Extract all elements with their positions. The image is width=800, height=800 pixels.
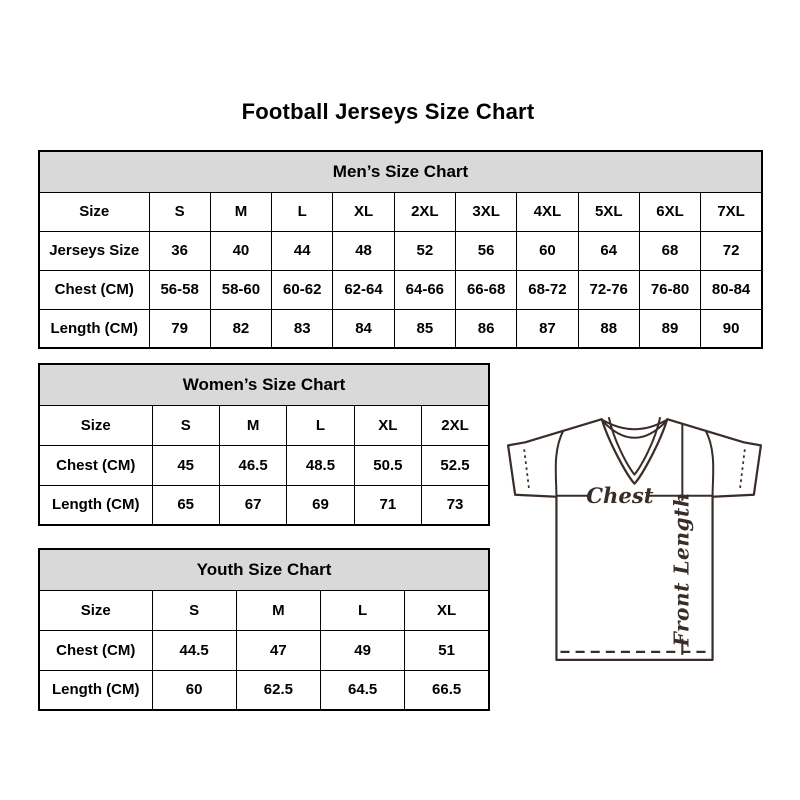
column-header-label: Size [39, 192, 149, 231]
size-value: 64-66 [394, 270, 455, 309]
size-value: 66.5 [405, 670, 489, 710]
size-column-header: 2XL [394, 192, 455, 231]
right-armhole-seam [706, 430, 714, 496]
size-value: 82 [210, 309, 271, 348]
size-value: 89 [639, 309, 700, 348]
size-value: 87 [517, 309, 578, 348]
size-value: 56 [455, 231, 516, 270]
size-column-header: 6XL [639, 192, 700, 231]
size-value: 60-62 [272, 270, 333, 309]
size-value: 64 [578, 231, 639, 270]
jersey-measurement-diagram [501, 396, 769, 672]
size-column-header: XL [333, 192, 394, 231]
size-value: 62-64 [333, 270, 394, 309]
size-value: 72-76 [578, 270, 639, 309]
column-header-label: Size [39, 405, 152, 445]
size-column-header: XL [405, 590, 489, 630]
left-armhole-seam [556, 430, 564, 496]
size-value: 88 [578, 309, 639, 348]
column-header-label: Size [39, 590, 152, 630]
size-value: 44 [272, 231, 333, 270]
size-column-header: XL [354, 405, 421, 445]
size-value: 84 [333, 309, 394, 348]
size-value: 79 [149, 309, 210, 348]
size-value: 80-84 [701, 270, 762, 309]
table-title: Women’s Size Chart [39, 364, 489, 405]
size-value: 52 [394, 231, 455, 270]
size-column-header: S [149, 192, 210, 231]
size-value: 47 [236, 630, 320, 670]
size-value: 85 [394, 309, 455, 348]
youth-size-table [38, 548, 490, 711]
size-value: 65 [152, 485, 219, 525]
size-value: 72 [701, 231, 762, 270]
chest-label: Chest [586, 482, 654, 508]
size-value: 50.5 [354, 445, 421, 485]
size-column-header: 4XL [517, 192, 578, 231]
size-value: 60 [152, 670, 236, 710]
size-value: 71 [354, 485, 421, 525]
size-value: 48 [333, 231, 394, 270]
row-header-label: Chest (CM) [39, 445, 152, 485]
right-cuff-dashed-line [740, 449, 745, 490]
size-value: 46.5 [219, 445, 286, 485]
size-value: 52.5 [422, 445, 489, 485]
size-column-header: 7XL [701, 192, 762, 231]
size-value: 90 [701, 309, 762, 348]
size-value: 51 [405, 630, 489, 670]
table-title: Youth Size Chart [39, 549, 489, 590]
jersey-outline [508, 419, 761, 660]
size-column-header: L [321, 590, 405, 630]
row-header-label: Length (CM) [39, 309, 149, 348]
row-header-label: Length (CM) [39, 485, 152, 525]
left-cuff-dashed-line [524, 449, 529, 490]
size-value: 60 [517, 231, 578, 270]
row-header-label: Length (CM) [39, 670, 152, 710]
size-column-header: 2XL [422, 405, 489, 445]
size-value: 86 [455, 309, 516, 348]
size-value: 58-60 [210, 270, 271, 309]
size-column-header: M [210, 192, 271, 231]
table-title: Men’s Size Chart [39, 151, 762, 192]
size-value: 69 [287, 485, 354, 525]
size-value: 44.5 [152, 630, 236, 670]
row-header-label: Chest (CM) [39, 630, 152, 670]
row-header-label: Chest (CM) [39, 270, 149, 309]
size-value: 66-68 [455, 270, 516, 309]
size-column-header: M [219, 405, 286, 445]
size-column-header: 3XL [455, 192, 516, 231]
size-value: 56-58 [149, 270, 210, 309]
size-column-header: 5XL [578, 192, 639, 231]
mens-size-table [38, 150, 763, 349]
size-column-header: S [152, 590, 236, 630]
size-value: 36 [149, 231, 210, 270]
size-value: 68 [639, 231, 700, 270]
womens-size-table [38, 363, 490, 526]
size-value: 68-72 [517, 270, 578, 309]
size-column-header: L [287, 405, 354, 445]
size-value: 40 [210, 231, 271, 270]
size-value: 62.5 [236, 670, 320, 710]
page-title: Football Jerseys Size Chart [241, 99, 535, 124]
front-length-label: Front Length [669, 491, 694, 647]
size-value: 67 [219, 485, 286, 525]
size-value: 83 [272, 309, 333, 348]
size-column-header: S [152, 405, 219, 445]
size-value: 64.5 [321, 670, 405, 710]
row-header-label: Jerseys Size [39, 231, 149, 270]
size-column-header: M [236, 590, 320, 630]
size-value: 73 [422, 485, 489, 525]
size-value: 49 [321, 630, 405, 670]
size-value: 76-80 [639, 270, 700, 309]
size-value: 45 [152, 445, 219, 485]
size-value: 48.5 [287, 445, 354, 485]
size-column-header: L [272, 192, 333, 231]
